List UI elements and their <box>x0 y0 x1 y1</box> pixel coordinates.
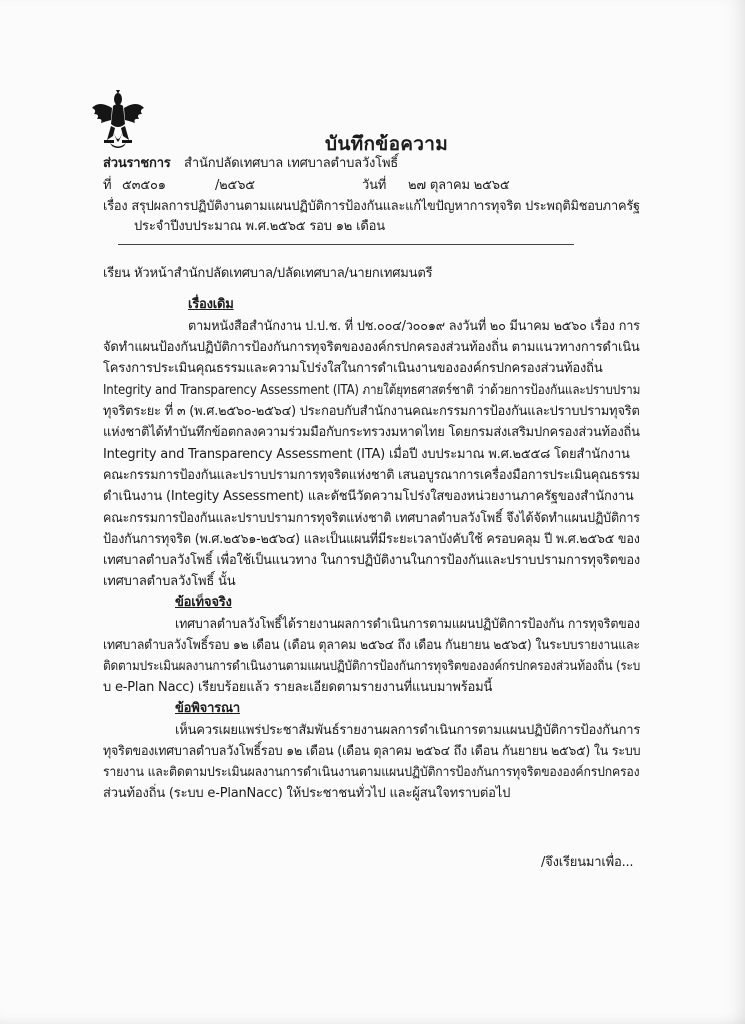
subject-line-2: ประจำปีงบประมาณ พ.ศ.๒๕๖๕ รอบ ๑๒ เดือน <box>134 219 385 234</box>
paragraph-line: เทศบาลตำบลวังโพธิ์ได้รายงานผลการดำเนินการตามแผนปฏิบัติการป้องกัน การทุจริตของ <box>175 617 640 632</box>
paragraph-line: คณะกรรมการป้องกันและปราบปรามการทุจริตแห่งชาติ เสนอบูรณาการเครื่องมือการประเมินคุณธรรม <box>103 468 640 483</box>
garuda-emblem-icon <box>91 90 145 150</box>
paragraph-line: ดำเนินงาน (Integity Assessment) และดัชนีวัดความโปร่งใสของหน่วยงานภาครัฐของสำนักงาน <box>103 489 634 504</box>
paragraph-line: บ e-Plan Nacc) เรียบร้อยแล้ว รายละเอียดตามรายงานที่แนบมาพร้อมนี้ <box>103 680 493 695</box>
paragraph-line: รายงาน และติดตามประเมินผลงานการดำเนินงานตามแผนปฏิบัติการป้องกันการทุจริตขององค์กรปกครอง <box>103 765 640 780</box>
agency-label: ส่วนราชการ <box>103 156 171 171</box>
ref-label: ที่ <box>103 178 112 193</box>
ref-number: ๕๓๕๐๑ <box>122 178 166 193</box>
subject-line-1: เรื่อง สรุปผลการปฏิบัติงานตามแผนปฏิบัติการป้องกันและแก้ไขปัญหาการทุจริต ประพฤติมิชอบภาครัฐ <box>103 199 640 214</box>
paragraph-line: เห็นควรเผยแพร่ประชาสัมพันธ์รายงานผลการดำเนินการตามแผนปฏิบัติการป้องกันการ <box>175 723 641 738</box>
paragraph-line: จัดทำแผนป้องกันปฏิบัติการป้องกันการทุจริตขององค์กรปกครองส่วนท้องถิ่น ตามแนวทางการดำเนิน <box>103 340 640 355</box>
consideration-heading: ข้อพิจารณา <box>175 701 240 716</box>
paragraph-line: ติดตามประเมินผลงานการดำเนินงานตามแผนปฏิบัติการป้องกันการทุจริตขององค์กรปกครองส่วนท้องถิ่น (ระบ <box>103 659 641 674</box>
paragraph-line: ทุจริตของเทศบาลตำบลวังโพธิ์รอบ ๑๒ เดือน (เดือน ตุลาคม ๒๕๖๔ ถึง เดือน กันยายน ๒๕๖๕) ใน ระบบ <box>103 744 641 759</box>
paragraph-line: ทุจริตระยะ ที่ ๓ (พ.ศ.๒๕๖๐-๒๕๖๔) ประกอบกับสำนักงานคณะกรรมการป้องกันและปราบปรามทุจริต <box>103 404 640 419</box>
paragraph-line: Integrity and Transparency Assessment (ITA) เมื่อปี งบประมาณ พ.ศ.๒๕๕๘ โดยสำนักงาน <box>103 447 630 462</box>
recipient-line: เรียน หัวหน้าสำนักปลัดเทศบาล/ปลัดเทศบาล/นายกเทศมนตรี <box>103 266 433 281</box>
date-value: ๒๗ ตุลาคม ๒๕๖๕ <box>408 178 510 193</box>
paragraph-line: เทศบาลตำบลวังโพธิ์ นั้น <box>103 574 236 589</box>
ref-year: /๒๕๖๕ <box>215 178 255 193</box>
page-title: บันทึกข้อความ <box>325 133 449 155</box>
agency-value: สำนักปลัดเทศบาล เทศบาลตำบลวังโพธิ์ <box>184 156 399 171</box>
header-divider <box>118 244 574 245</box>
background-heading: เรื่องเดิม <box>188 297 234 312</box>
continuation-note: /จึงเรียนมาเพื่อ... <box>541 855 634 870</box>
paragraph-line: ส่วนท้องถิ่น (ระบบ e-PlanNacc) ให้ประชาชนทั่วไป และผู้สนใจทราบต่อไป <box>103 786 511 801</box>
paragraph-line: โครงการประเมินคุณธรรมและความโปร่งใสในการดำเนินงานขององค์กรปกครองส่วนท้องถิ่น <box>103 361 603 376</box>
facts-heading: ข้อเท็จจริง <box>175 595 232 610</box>
paragraph-line: เทศบาลตำบลวังโพธิ์ เพื่อใช้เป็นแนวทาง ในการปฏิบัติงานในการป้องกันและปราบปรามการทุจริตของ <box>103 553 641 568</box>
paragraph-line: ตามหนังสือสำนักงาน ป.ป.ช. ที่ ปช.๐๐๔/ว๐๐๑๙ ลงวันที่ ๒๐ มีนาคม ๒๕๖๐ เรื่อง การ <box>188 319 640 334</box>
paragraph-line: เทศบาลตำบลวังโพธิ์รอบ ๑๒ เดือน (เดือน ตุลาคม ๒๕๖๔ ถึง เดือน กันยายน ๒๕๖๕) ในระบบรายงานและ <box>103 638 640 653</box>
date-label: วันที่ <box>362 178 387 193</box>
paragraph-line: ป้องกันการทุจริต (พ.ศ.๒๕๖๑-๒๕๖๔) และเป็นแผนที่มีระยะเวลาบังคับใช้ ครอบคลุม ปี พ.ศ.๒๕๖๕ ของ <box>103 532 640 547</box>
paragraph-line: แห่งชาติได้ทำบันทึกข้อตกลงความร่วมมือกับกระทรวงมหาดไทย โดยกรมส่งเสริมปกครองส่วนท้องถิ่น <box>103 425 640 440</box>
paragraph-line: คณะกรรมการป้องกันและปราบปรามการทุจริตแห่งชาติ เทศบาลตำบลวังโพธิ์ จึงได้จัดทำแผนปฏิบัติการ <box>103 511 640 526</box>
paragraph-line: Integrity and Transparency Assessment (ITA) ภายใต้ยุทธศาสตร์ชาติ ว่าด้วยการป้องกันและปราบปราม <box>103 383 641 398</box>
